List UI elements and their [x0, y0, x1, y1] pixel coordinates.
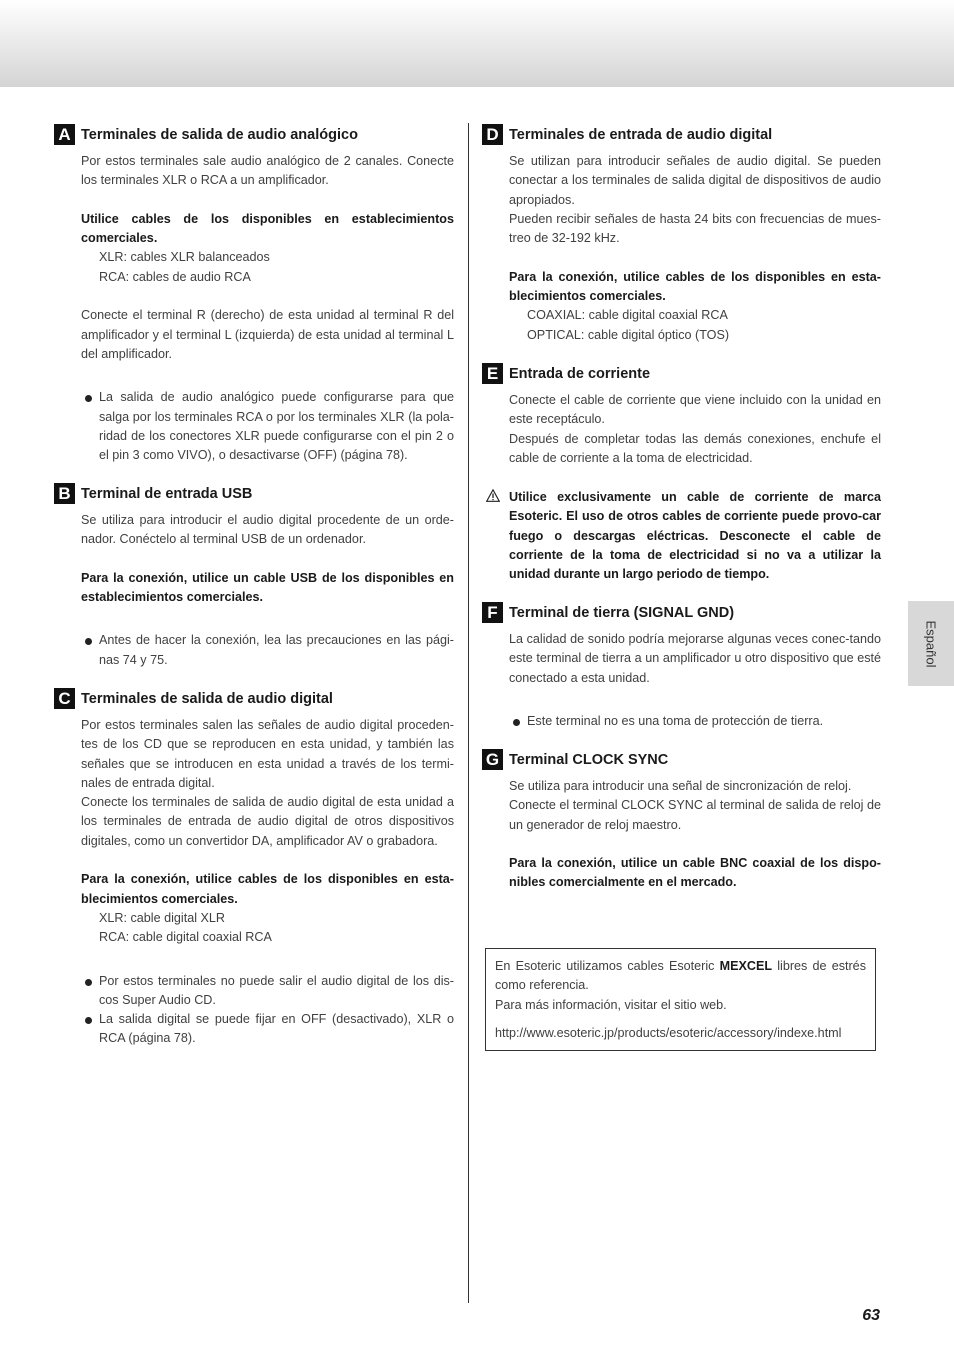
section-g-bold-note: Para la conexión, utilice un cable BNC coaxial de los dispo-nibles comercialmente en el mercado. [509, 856, 881, 890]
section-f [482, 602, 881, 731]
section-c-item-2: RCA: cable digital coaxial RCA [99, 930, 272, 945]
section-a-bold-note: Utilice cables de los disponibles en establecimientos comerciales. [81, 211, 454, 246]
section-title-f: Terminal de tierra (SIGNAL GND) [509, 605, 735, 621]
section-g-text-2: Conecte el terminal CLOCK SYNC al terminal de salida de reloj de un generador de reloj maestro. [509, 798, 881, 832]
infobox-text-1: En Esoteric utilizamos cables Esoteric MEXCEL libres de estrés como referencia. [495, 959, 866, 993]
section-c-bullet-1: Por estos terminales no puede salir el audio digital de los dis-cos Super Audio CD. [81, 972, 454, 1011]
language-tab-label: Español [923, 620, 939, 667]
section-letter-c: C [54, 688, 75, 709]
section-f-bullet-1: Este terminal no es una toma de protección de tierra. [509, 712, 881, 731]
section-title-d: Terminales de entrada de audio digital [509, 127, 773, 143]
section-title-c: Terminales de salida de audio digital [81, 691, 333, 707]
section-d [482, 124, 881, 345]
section-c-text-2: Conecte los terminales de salida de audio digital de esta unidad a los terminales de entrada de audio digital de otros dispositivos digitales, como un convertidor DA, amplificador AV o grabadora. [81, 795, 454, 848]
bullet-icon [85, 979, 92, 986]
section-b-bullet-1: Antes de hacer la conexión, lea las precauciones en las pági-nas 74 y 75. [81, 631, 454, 670]
warning-text: Utilice exclusivamente un cable de corriente de marca Esoteric. El uso de otros cables de corriente puede provo-car fuego o descargas eléctricas. Desconecte el cable de corriente de la toma de electricidad si no va a utilizar la unidad durante un largo periodo de tiempo. [509, 490, 881, 582]
section-a-item-1: XLR: cables XLR balanceados [99, 250, 270, 265]
section-g-text-1: Se utiliza para introducir una señal de sincronización de reloj. [509, 779, 852, 793]
section-letter-e: E [482, 363, 503, 384]
language-tab [908, 601, 954, 686]
column-divider [468, 123, 469, 1303]
section-c-text-1: Por estos terminales salen las señales de audio digital proceden-tes de los CD que se reproducen en esta unidad, y también las señales que se introducen en esta unidad a través de los termi-nales de entrada digital. [81, 718, 454, 790]
section-letter-f: F [482, 602, 503, 623]
section-title-g: Terminal CLOCK SYNC [509, 752, 669, 768]
header-band [0, 0, 954, 87]
section-b-text-1: Se utiliza para introducir el audio digital procedente de un orde-nador. Conéctelo al terminal USB de un ordenador. [81, 513, 454, 547]
warning-triangle-icon [486, 489, 500, 502]
section-d-item-1: COAXIAL: cable digital coaxial RCA [527, 308, 728, 323]
section-title-a: Terminales de salida de audio analógico [81, 127, 358, 143]
bullet-icon [85, 395, 92, 402]
section-a-bullet-1: La salida de audio analógico puede configurarse para que salga por los terminales RCA o por los terminales XLR (la pola-ridad de los conectores XLR puede configurarse con el pin 2 o el pin 3 como VIVO), o desactivarse (OFF) (página 78). [81, 388, 454, 465]
section-c-bullet-2: La salida digital se puede fijar en OFF (desactivado), XLR o RCA (página 78). [81, 1010, 454, 1049]
section-letter-d: D [482, 124, 503, 145]
section-title-b: Terminal de entrada USB [81, 486, 253, 502]
section-letter-b: B [54, 483, 75, 504]
section-b [54, 483, 454, 670]
section-b-bold-note: Para la conexión, utilice un cable USB de los disponibles en establecimientos comerciales. [81, 570, 454, 605]
section-title-e: Entrada de corriente [509, 366, 651, 382]
section-g [482, 749, 881, 893]
section-d-text-2: Pueden recibir señales de hasta 24 bits con frecuencias de mues-treo de 32-192 kHz. [509, 211, 881, 246]
bullet-icon [85, 638, 92, 645]
power-cable-warning [482, 488, 881, 584]
bullet-icon [513, 719, 520, 726]
infobox-url-link[interactable]: http://www.esoteric.jp/products/esoteric/accessory/indexe.html [495, 1025, 842, 1040]
section-a-text-1: Por estos terminales sale audio analógico de 2 canales. Conecte los terminales XLR o RCA a un amplificador. [81, 154, 454, 188]
section-a-text-2: Conecte el terminal R (derecho) de esta unidad al terminal R del amplificador y el terminal L (izquierda) de esta unidad al terminal L del amplificador. [81, 308, 454, 361]
section-c-bold-note: Para la conexión, utilice cables de los disponibles en esta-blecimientos comerciales. [81, 872, 454, 906]
section-letter-a: A [54, 124, 75, 145]
mexcel-info-box [485, 948, 876, 1051]
section-e-text-2: Después de completar todas las demás conexiones, enchufe el cable de corriente a la toma de electricidad. [509, 431, 881, 465]
section-letter-g: G [482, 749, 503, 770]
section-d-text-1: Se utilizan para introducir señales de audio digital. Se pueden conectar a los terminales de salida digital de dispositivos de audio apropiados. [509, 154, 881, 207]
bullet-icon [85, 1017, 92, 1024]
section-d-bold-note: Para la conexión, utilice cables de los disponibles en esta-blecimientos comerciales. [509, 269, 881, 304]
infobox-text-2: Para más información, visitar el sitio web. [495, 997, 727, 1012]
page-number: 63 [862, 1307, 880, 1324]
section-e-text-1: Conecte el cable de corriente que viene incluido con la unidad en este receptáculo. [509, 393, 881, 427]
section-c [54, 688, 454, 1049]
section-e [482, 363, 881, 468]
section-f-text-1: La calidad de sonido podría mejorarse algunas veces conec-tando este terminal de tierra a un amplificador u otro dispositivo que esté conectado a esta unidad. [509, 632, 881, 685]
section-a-item-2: RCA: cables de audio RCA [99, 269, 251, 284]
section-d-item-2: OPTICAL: cable digital óptico (TOS) [527, 327, 730, 342]
section-c-item-1: XLR: cable digital XLR [99, 910, 226, 925]
section-a [54, 124, 454, 465]
